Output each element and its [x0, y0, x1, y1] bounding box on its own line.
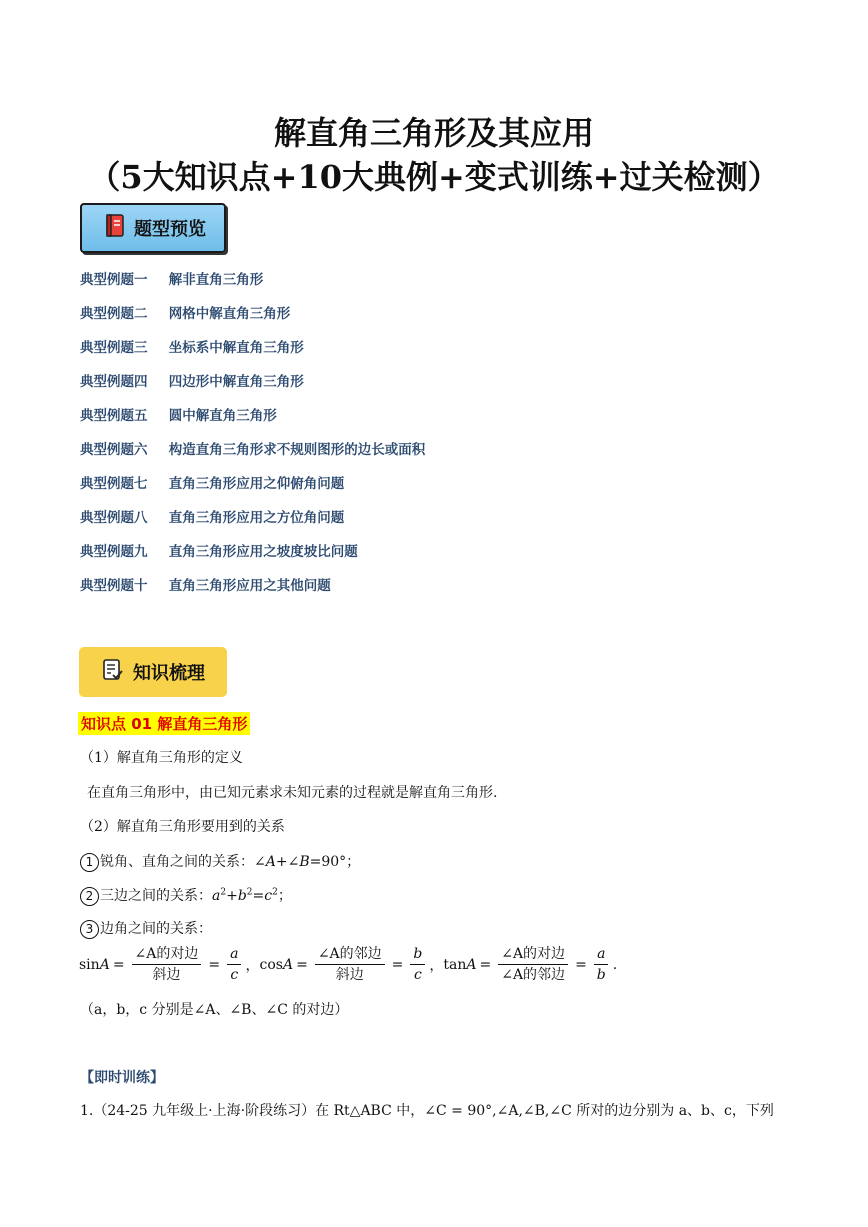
relation-side-angle: 3 边角之间的关系：: [80, 918, 212, 939]
page-subtitle: （5大知识点+10大典例+变式训练+过关检测）: [88, 158, 780, 196]
book-icon: [104, 214, 126, 243]
practice-heading: 【即时训练】: [80, 1070, 164, 1086]
knowledge-badge: [79, 647, 227, 697]
preview-badge: [80, 203, 226, 253]
circled-number: 3: [80, 920, 99, 939]
list-item-label: 典型例题三: [80, 340, 148, 356]
list-item-text: 直角三角形应用之其他问题: [168, 578, 331, 594]
list-item: [80, 508, 425, 542]
checklist-icon: [101, 658, 125, 687]
relation-angles: 1 锐角、直角之间的关系：∠A+∠B=90°；: [80, 851, 360, 872]
list-item: [80, 440, 425, 474]
fraction: $\frac{a}{b}$: [594, 944, 609, 985]
relations-title: （2）解直角三角形要用到的关系: [80, 819, 285, 835]
sin-label: sinA: [79, 956, 110, 973]
list-item-text: 构造直角三角形求不规则图形的边长或面积: [168, 442, 426, 458]
fraction: $\frac{\text{∠A的对边}}{\text{∠A的邻边}}$: [498, 944, 568, 985]
list-item-label: 典型例题十: [80, 578, 148, 594]
question-1: 1.（24-25 九年级上·上海·阶段练习）在 Rt△ABC 中，∠C = 90°,∠A,∠B,∠C 所对的边分别为 a、b、c，下列: [80, 1103, 774, 1119]
list-item: [80, 304, 425, 338]
fraction: $\frac{a}{c}$: [227, 944, 241, 985]
list-item-text: 圆中解直角三角形: [168, 408, 277, 424]
list-item-text: 直角三角形应用之坡度坡比问题: [168, 544, 358, 560]
list-item: [80, 542, 425, 576]
fraction: $\frac{\text{∠A的对边}}{\text{斜边}}$: [132, 944, 202, 985]
tan-label: tanA: [443, 956, 477, 973]
list-item-label: 典型例题五: [80, 408, 148, 424]
list-item-text: 坐标系中解直角三角形: [168, 340, 304, 356]
list-item-label: 典型例题四: [80, 374, 148, 390]
knowledge-point-heading: 知识点 01 解直角三角形: [78, 712, 250, 735]
knowledge-badge-label: 知识梳理: [133, 663, 205, 684]
list-item-label: 典型例题九: [80, 544, 148, 560]
page-title: 解直角三角形及其应用: [273, 114, 594, 152]
definition-title: （1）解直角三角形的定义: [80, 750, 243, 766]
circled-number: 2: [80, 887, 99, 906]
list-item: [80, 338, 425, 372]
relation-sides: 2 三边之间的关系：$a^2+b^2=c^2$；: [80, 885, 292, 906]
list-item: [80, 372, 425, 406]
example-list: [80, 270, 425, 610]
list-item: [80, 406, 425, 440]
list-item-text: 解非直角三角形: [168, 272, 264, 288]
fraction: $\frac{\text{∠A的邻边}}{\text{斜边}}$: [315, 944, 385, 985]
side-note: （a，b，c 分别是∠A、∠B、∠C 的对边）: [80, 1002, 349, 1018]
list-item-label: 典型例题一: [80, 272, 148, 288]
list-item: [80, 270, 425, 304]
list-item-label: 典型例题六: [80, 442, 148, 458]
preview-badge-label: 题型预览: [134, 219, 206, 240]
trig-formulas: sinA = $\frac{\text{∠A的对边}}{\text{斜边}}$ = $\frac{a}{c}$ ， cosA = $\frac{\text{∠A的邻边}}{\text{斜边}}$ = $\frac{b}{c}$ ， tanA = $\frac{\text{∠A的对边}}{\text{∠A的邻边}}$ = $\frac{a}{b}$ .: [79, 946, 618, 983]
list-item-label: 典型例题二: [80, 306, 148, 322]
list-item-label: 典型例题八: [80, 510, 148, 526]
cos-label: cosA: [259, 956, 294, 973]
definition-text: 在直角三角形中，由已知元素求未知元素的过程就是解直角三角形.: [87, 785, 498, 801]
list-item: [80, 576, 425, 610]
list-item-text: 四边形中解直角三角形: [168, 374, 304, 390]
list-item-text: 直角三角形应用之方位角问题: [168, 510, 345, 526]
fraction: $\frac{b}{c}$: [410, 944, 425, 985]
list-item-text: 网格中解直角三角形: [168, 306, 291, 322]
list-item-text: 直角三角形应用之仰俯角问题: [168, 476, 345, 492]
circled-number: 1: [80, 853, 99, 872]
list-item-label: 典型例题七: [80, 476, 148, 492]
list-item: [80, 474, 425, 508]
